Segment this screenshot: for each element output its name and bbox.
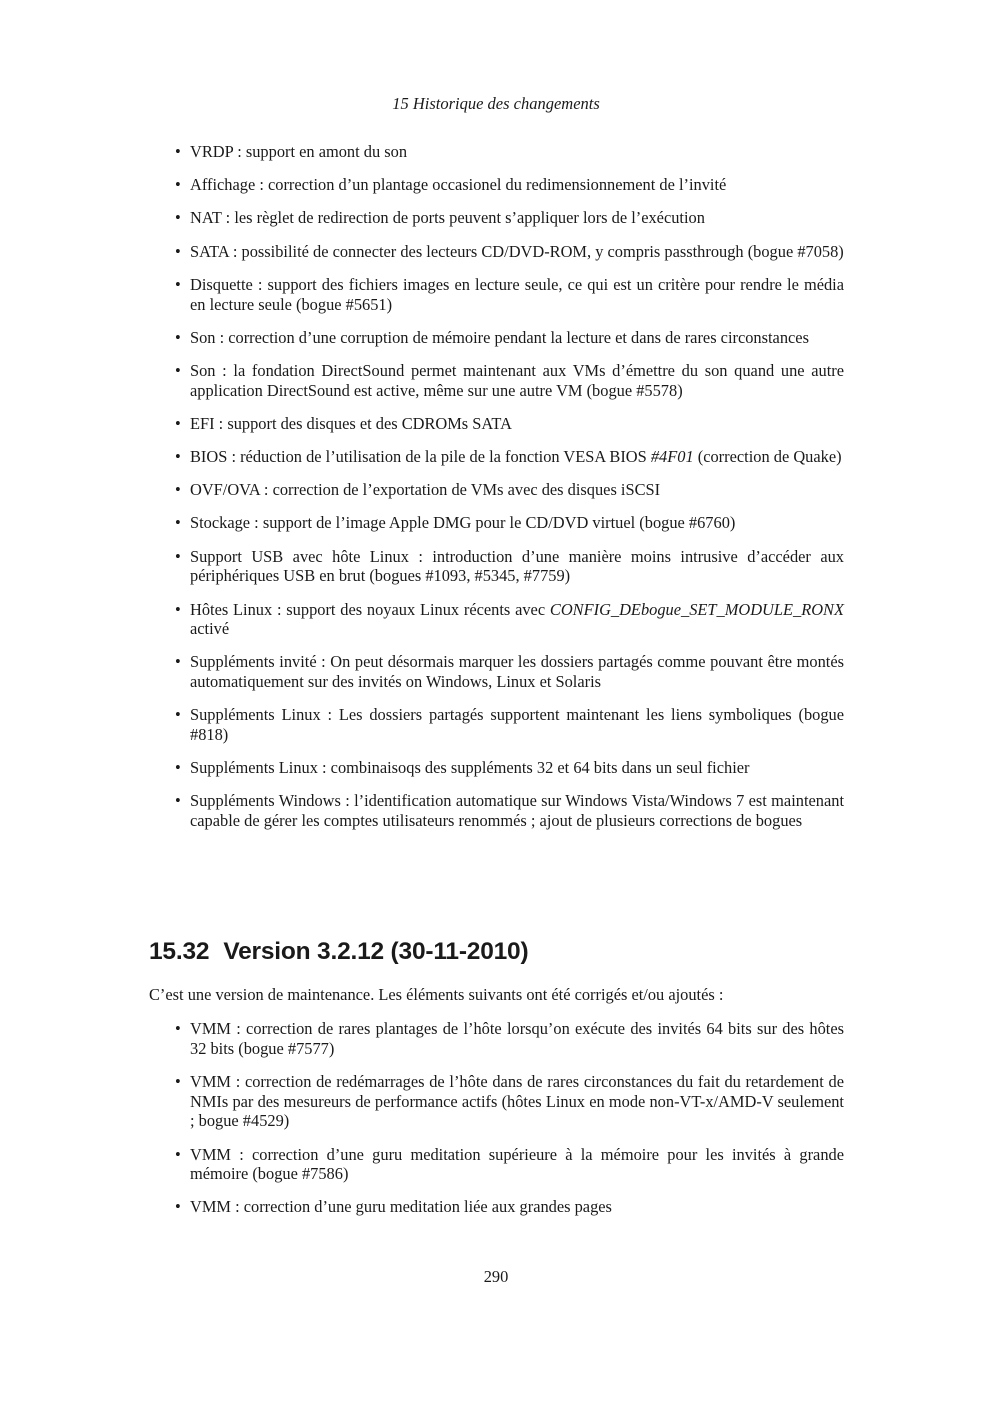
list-item [149,547,844,586]
list-item-text: (correction de Quake) [693,447,842,467]
list-item-text: NAT : les règlet de redirection de ports peuvent s’appliquer lors de l’exécution [190,208,705,228]
list-item-text: OVF/OVA : correction de l’exportation de VMs avec des disques iSCSI [190,480,661,500]
bullet-icon: • [175,546,181,566]
bullet-icon: • [175,274,181,294]
list-item-text: SATA : possibilité de connecter des lecteurs CD/DVD-ROM, y compris passthrough (bogue #7058) [190,241,844,261]
kernel-config-option: CONFIG_DEbogue_SET_MODULE_RONX [549,599,844,619]
function-code: #4F01 [650,447,694,467]
list-item [149,328,844,348]
bullet-icon: • [175,241,181,261]
list-item [149,1019,844,1058]
list-item-text: Support USB avec hôte Linux : introduction d’une manière moins intrusive d’accéder aux périphériques USB en brut (bogues #1093, #5345, #7759) [190,546,844,586]
running-header: 15 Historique des changements [392,94,600,113]
list-item [149,361,844,400]
list-item [149,513,844,533]
list-item-text: Suppléments Linux : Les dossiers partagés supportent maintenant les liens symboliques (bogue #818) [190,705,844,745]
list-item [149,208,844,228]
list-item-text: Suppléments Linux : combinaisoqs des suppléments 32 et 64 bits dans un seul fichier [190,758,750,778]
list-item-text: Suppléments Windows : l’identification automatique sur Windows Vista/Windows 7 est maintenant capable de gérer les comptes utilisateurs renommés ; ajout de plusieurs corrections de bogues [190,791,844,831]
list-item-text: Stockage : support de l’image Apple DMG pour le CD/DVD virtuel (bogue #6760) [190,513,736,533]
section-list [149,1019,844,1217]
list-item-text: Son : correction d’une corruption de mémoire pendant la lecture et dans de rares circonstances [190,327,809,347]
list-item-text: Disquette : support des fichiers images en lecture seule, ce qui est un critère pour rendre le média en lecture seule (bogue #5651) [190,274,844,314]
list-item [149,175,844,195]
list-item [149,1145,844,1184]
changes-list [149,142,844,831]
list-item-text: Hôtes Linux : support des noyaux Linux récents avec [190,599,550,619]
bullet-icon: • [175,208,181,228]
bullet-icon: • [175,705,181,725]
bullet-icon: • [175,1019,181,1038]
list-item-text: VMM : correction de redémarrages de l’hôte dans de rares circonstances du fait du retardement de NMIs par des mesureurs de performance actifs (hôtes Linux en mode non-VT-x/AMD-V seulement ; bogue #4529) [190,1071,844,1131]
list-item-text: VMM : correction de rares plantages de l’hôte lorsqu’on exécute des invités 64 bits sur des hôtes 32 bits (bogue #7577) [190,1019,844,1058]
list-item-text: Son : la fondation DirectSound permet maintenant aux VMs d’émettre du son quand une autre application DirectSound est active, même sur une autre VM (bogue #5578) [190,360,844,400]
list-item [149,242,844,262]
bullet-icon: • [175,360,181,380]
list-item [149,600,844,639]
list-item [149,1197,844,1217]
list-item [149,447,844,467]
list-item-text: VRDP : support en amont du son [190,142,408,161]
page-number: 290 [483,1267,509,1286]
list-item [149,705,844,744]
list-item-text: EFI : support des disques et des CDROMs SATA [190,413,512,433]
bullet-icon: • [175,758,181,778]
section-heading [149,937,528,967]
list-item [149,791,844,830]
list-item-text: Affichage : correction d’un plantage occasionel du redimensionnement de l’invité [190,175,727,195]
list-item [149,758,844,778]
bullet-icon: • [175,599,181,619]
section-title: Version 3.2.12 (30-11-2010) [223,938,529,965]
list-item [149,652,844,691]
list-item-text: VMM : correction d’une guru meditation liée aux grandes pages [190,1197,612,1217]
list-item [149,142,844,162]
bullet-icon: • [175,1071,181,1091]
list-item [149,1072,844,1131]
list-item [149,275,844,314]
changes-list-block [149,142,844,844]
section-list-block [149,1019,844,1231]
bullet-icon: • [175,327,181,347]
list-item-text: Suppléments invité : On peut désormais marquer les dossiers partagés comme pouvant être montés automatiquement sur des invités on Windows, Linux et Solaris [190,652,844,692]
list-item-text: VMM : correction d’une guru meditation supérieure à la mémoire pour les invités à grande mémoire (bogue #7586) [190,1144,844,1184]
list-item-text: activé [190,619,230,639]
bullet-icon: • [175,142,181,161]
bullet-icon: • [175,447,181,467]
bullet-icon: • [175,480,181,500]
section-intro: C’est une version de maintenance. Les éléments suivants ont été corrigés et/ou ajoutés : [149,985,724,1004]
list-item [149,414,844,434]
bullet-icon: • [175,413,181,433]
bullet-icon: • [175,175,181,195]
bullet-icon: • [175,652,181,672]
bullet-icon: • [175,513,181,533]
section-number: 15.32 [149,938,210,965]
bullet-icon: • [175,1197,181,1217]
list-item [149,480,844,500]
bullet-icon: • [175,1144,181,1164]
list-item-text: BIOS : réduction de l’utilisation de la pile de la fonction VESA BIOS [190,447,651,467]
bullet-icon: • [175,791,181,811]
